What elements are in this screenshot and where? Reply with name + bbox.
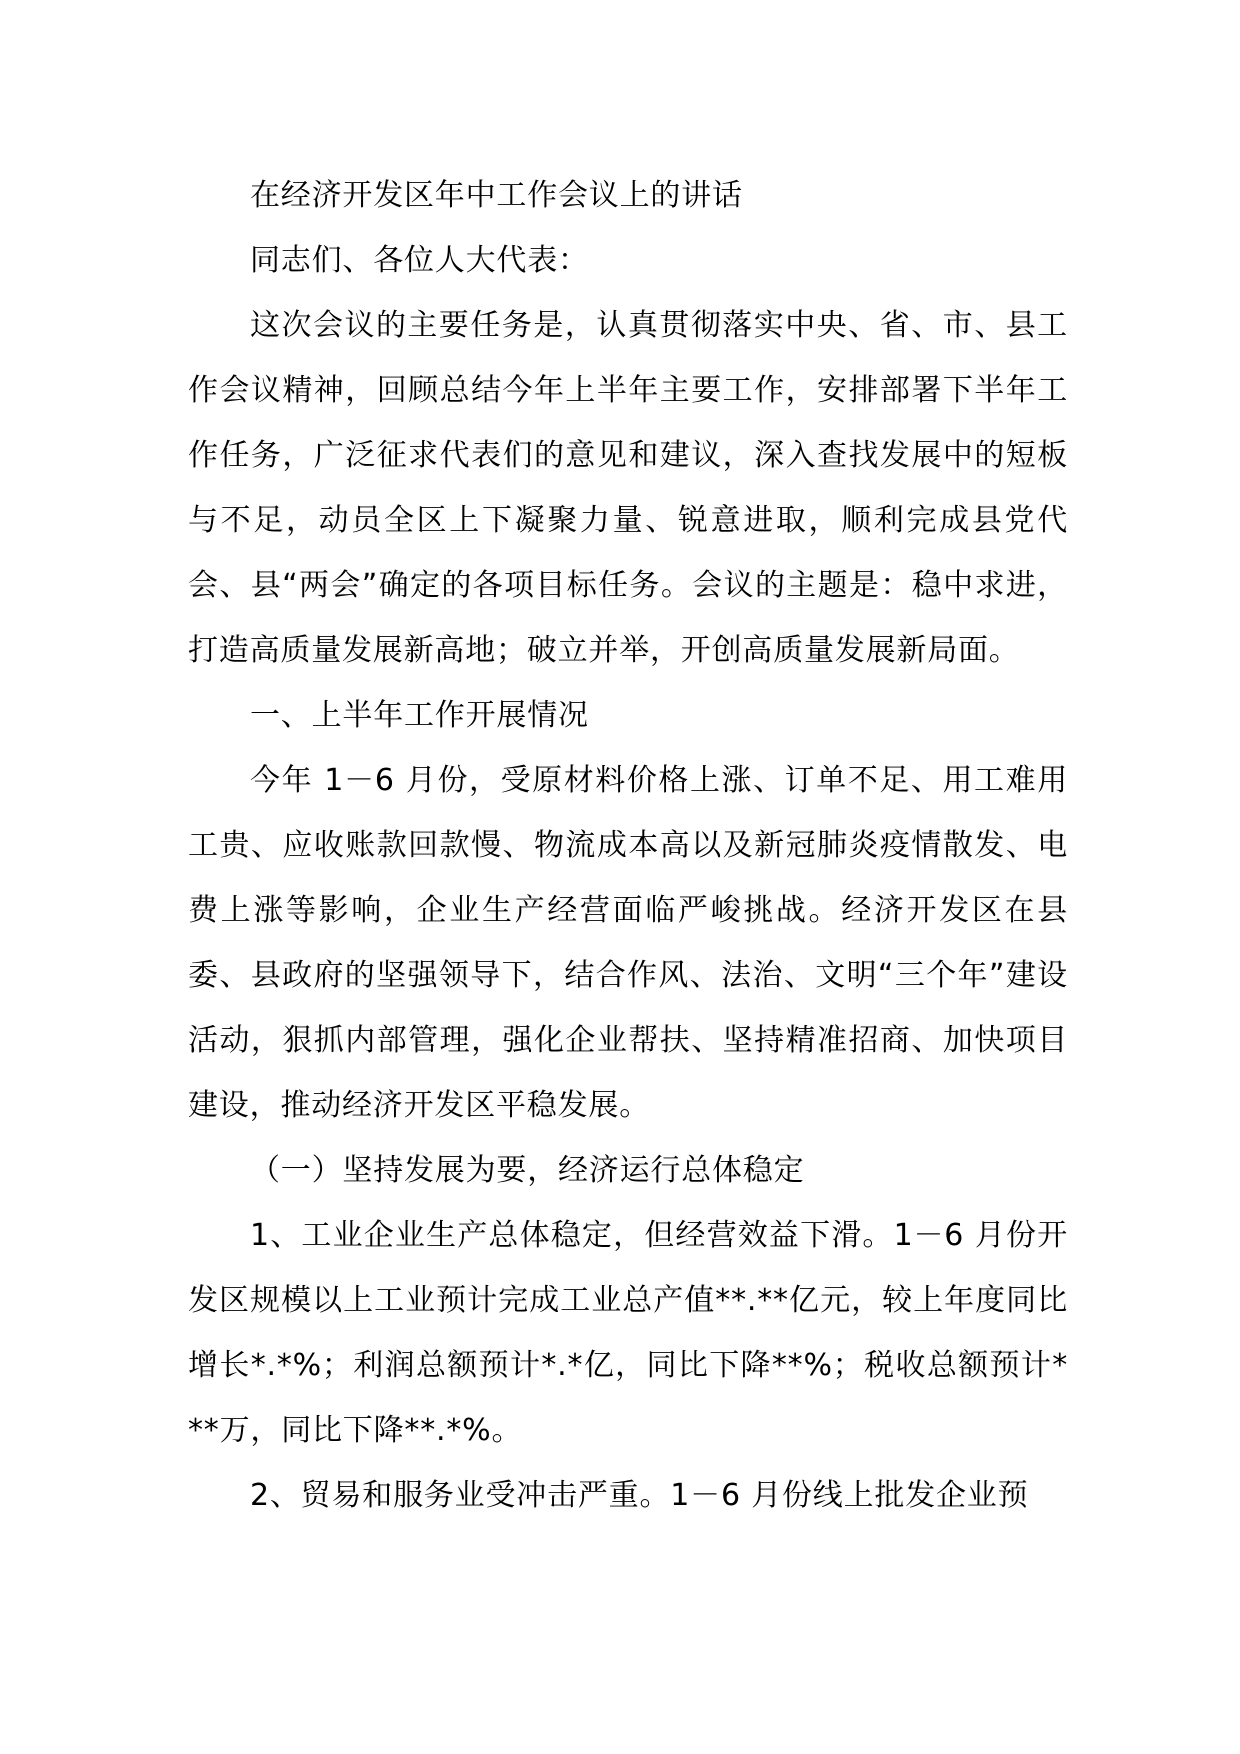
- paragraph-industry: 1、工业企业生产总体稳定，但经营效益下滑。1－6 月份开发区规模以上工业预计完成工业总产值**.**亿元，较上年度同比增长*.*%；利润总额预计*.*亿，同比下降**%；税收总额预计***万，同比下降**.*%。: [188, 1218, 1068, 1448]
- paragraph-trade: 2、贸易和服务业受冲击严重。1－6 月份线上批发企业预: [250, 1478, 1029, 1513]
- document-body: [188, 163, 1068, 1528]
- paragraph-overview: 今年 1－6 月份，受原材料价格上涨、订单不足、用工难用工贵、应收账款回款慢、物流成本高以及新冠肺炎疫情散发、电费上涨等影响，企业生产经营面临严峻挑战。经济开发区在县委、县政府的坚强领导下，结合作风、法治、文明“三个年”建设活动，狠抓内部管理，强化企业帮扶、坚持精准招商、加快项目建设，推动经济开发区平稳发展。: [188, 763, 1068, 1123]
- subsection-heading-1: （一）坚持发展为要，经济运行总体稳定: [250, 1153, 805, 1188]
- paragraph-intro: 这次会议的主要任务是，认真贯彻落实中央、省、市、县工作会议精神，回顾总结今年上半年主要工作，安排部署下半年工作任务，广泛征求代表们的意见和建议，深入查找发展中的短板与不足，动员全区上下凝聚力量、锐意进取，顺利完成县党代会、县“两会”确定的各项目标任务。会议的主题是：稳中求进，打造高质量发展新高地；破立并举，开创高质量发展新局面。: [188, 308, 1068, 668]
- document-title: 在经济开发区年中工作会议上的讲话: [250, 178, 743, 213]
- section-heading-1: 一、上半年工作开展情况: [250, 698, 589, 733]
- salutation: 同志们、各位人大代表：: [250, 243, 589, 278]
